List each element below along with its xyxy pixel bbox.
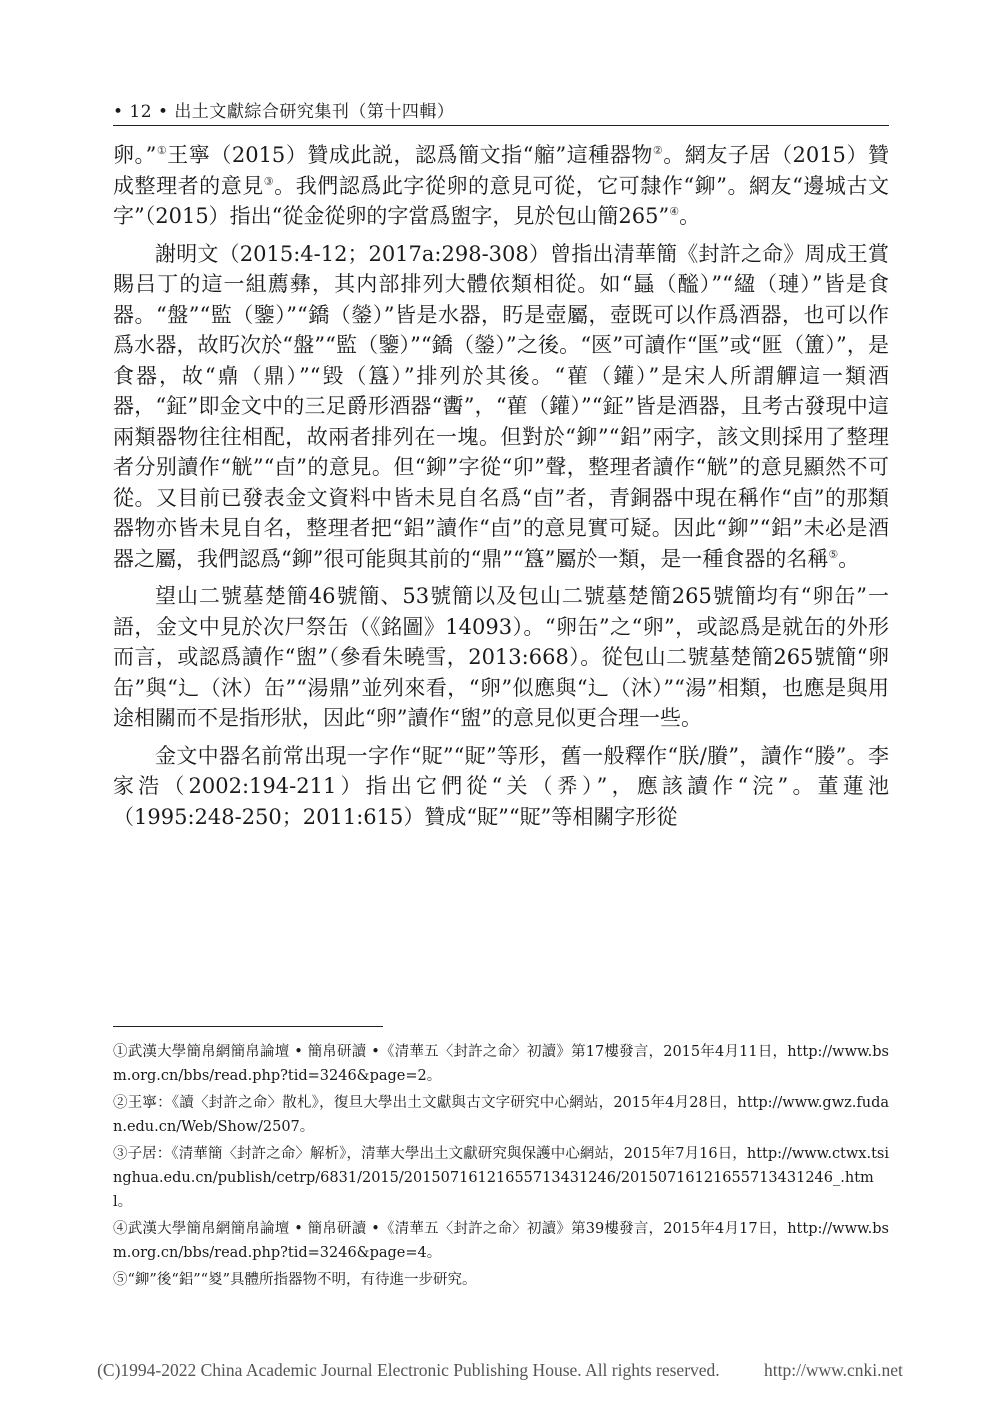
footnote-marker: ② xyxy=(652,144,664,157)
footnote-1: ①武漢大學簡帛網簡帛論壇 • 簡帛研讀 •《清華五〈封許之命〉初讀》第17樓發言，2015年4月11日，http://www.bsm.org.cn/bbs/read.php?tid=3246&page=2。 xyxy=(113,1044,889,1084)
footnote-marker: ④ xyxy=(669,205,680,218)
footnote-marker: ③ xyxy=(263,174,275,188)
footnote-2: ②王寧：《讀〈封許之命〉散札》，復旦大學出土文獻與古文字研究中心網站，2015年4月28日，http://www.gwz.fudan.edu.cn/Web/Show/2507。 xyxy=(113,1095,889,1135)
paragraph-4: 金文中器名前常出現一字作“䝪”“䝪”等形，舊一般釋作“朕/賸”，讀作“媵”。李家浩（2002:194-211）指出它們從“关（𢍏）”，應該讀作“浣”。董蓮池（1995:248-250；2011:615）贊成“䝪”“䝪”等相關字形從 xyxy=(113,743,889,829)
footnotes xyxy=(113,1040,889,1295)
footnote-divider xyxy=(113,1026,383,1027)
cnki-link[interactable]: http://www.cnki.net xyxy=(764,1360,903,1380)
footnote-3: ③子居：《清華簡〈封許之命〉解析》，清華大學出土文獻研究與保護中心網站，2015年7月16日，http://www.ctwx.tsinghua.edu.cn/publish/cetrp/6831/2015/20150716121655713431246/20150716121655713431246_.html。 xyxy=(113,1146,889,1210)
copyright-text: (C)1994-2022 China Academic Journal Electronic Publishing House. All rights reserved. xyxy=(97,1360,720,1380)
running-title: • 12 • 出土文獻綜合研究集刊（第十四輯） xyxy=(113,102,455,122)
main-text xyxy=(113,140,889,832)
copyright-footer xyxy=(0,1360,1000,1381)
running-header xyxy=(113,93,889,126)
footnote-marker: ⑤ xyxy=(828,547,839,561)
footnote-marker: ① xyxy=(156,144,168,157)
paragraph-2: 謝明文（2015:4-12；2017a:298-308）曾指出清華簡《封許之命》周成王賞賜吕丁的這一組薦彝，其内部排列大體依類相從。如“螶（䤉）”“䋼（璉）”皆是食器。“盤”“監（鑒）”“鐈（鎣）”皆是水器，䀎是壺屬，壺既可以作爲酒器，也可以作爲水器，故䀎次於“盤”“監（鑒）”“鐈（鎣）”之後。“匧”可讀作“匩”或“匨（簠）”，是食器，故“鼑（鼎）”“毀（簋）”排列於其後。“雚（鑵）”是宋人所謂觶這一類酒器，“鉦”即金文中的三足爵形酒器“䤔”，“雚（鑵）”“鉦”皆是酒器，且考古發現中這兩類器物往往相配，故兩者排列在一塊。但對於“鉚”“鋁”兩字，該文則採用了整理者分别讀作“觥”“卣”的意見。但“鉚”字從“卯”聲，整理者讀作“觥”的意見顯然不可從。又目前已發表金文資料中皆未見自名爲“卣”者，青銅器中現在稱作“卣”的那類器物亦皆未見自名，整理者把“鋁”讀作“卣”的意見實可疑。因此“鉚”“鋁”未必是酒器之屬，我們認爲“鉚”很可能與其前的“鼎”“簋”屬於一類，是一種食器的名稱⑤。 xyxy=(113,241,889,571)
footnote-5: ⑤“鉚”後“鋁”“㚇”具體所指器物不明，有待進一步研究。 xyxy=(113,1272,477,1288)
paragraph-3: 望山二號墓楚簡46號簡、53號簡以及包山二號墓楚簡265號簡均有“卵缶”一語，金文中見於次尸祭缶（《銘圖》14093）。“卵缶”之“卵”，或認爲是就缶的外形而言，或認爲讀作“盥”（參看朱曉雪，2013:668）。從包山二號墓楚簡265號簡“卵缶”與“辶（沐）缶”“湯鼎”並列來看，“卵”似應與“辶（沐）”“湯”相類，也應是與用途相關而不是指形狀，因此“卵”讀作“盥”的意見似更合理一些。 xyxy=(113,584,889,730)
paragraph-1: 卵。”①王寧（2015）贊成此説，認爲簡文指“䑿”這種器物②。網友子居（2015）贊成整理者的意見③。我們認爲此字從卵的意見可從，它可隸作“鉚”。網友“邊城古文字”（2015）指出“從金從卵的字當爲盥字，見於包山簡265”④。 xyxy=(113,143,889,228)
footnote-4: ④武漢大學簡帛網簡帛論壇 • 簡帛研讀 •《清華五〈封許之命〉初讀》第39樓發言，2015年4月17日，http://www.bsm.org.cn/bbs/read.php?tid=3246&page=4。 xyxy=(113,1221,889,1261)
